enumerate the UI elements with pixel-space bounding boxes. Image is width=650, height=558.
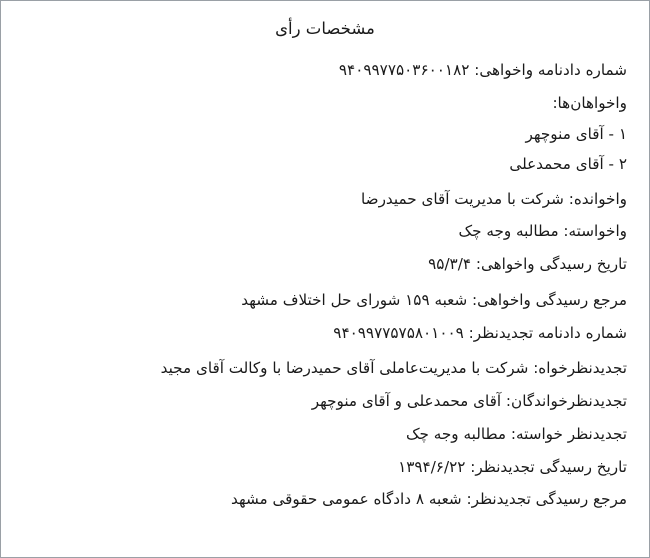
field-appellees: تجدیدنظرخواندگان: آقای محمدعلی و آقای منوچهر <box>311 392 627 411</box>
field-petition-number: شماره دادنامه واخواهی: ۹۴۰۹۹۷۷۵۰۳۶۰۰۱۸۲ <box>338 61 627 80</box>
field-claim: واخواسته: مطالبه وجه چک <box>458 222 627 241</box>
document-body <box>23 55 627 517</box>
field-appeal-authority: مرجع رسیدگی تجدیدنظر: شعبه ۸ دادگاه عمومی حقوقی مشهد <box>231 490 627 509</box>
field-hearing-authority: مرجع رسیدگی واخواهی: شعبه ۱۵۹ شورای حل اختلاف مشهد <box>241 290 627 309</box>
field-appeal-claim: تجدیدنظر خواسته: مطالبه وجه چک <box>405 424 627 443</box>
field-appeal-number: شماره دادنامه تجدیدنظر: ۹۴۰۹۹۷۷۵۷۵۸۰۱۰۰۹ <box>333 323 627 342</box>
field-appellant: تجدیدنظرخواه: شرکت با مدیریت‌عاملی آقای حمیدرضا با وکالت آقای مجید <box>160 359 627 378</box>
list-item-plaintiff-1: ۱ - آقای منوچهر <box>525 125 627 144</box>
page-title: مشخصات رأی <box>275 19 375 38</box>
field-defendant: واخوانده: شرکت با مدیریت آقای حمیدرضا <box>361 189 627 208</box>
field-plaintiffs-label: واخواهان‌ها: <box>552 94 627 113</box>
list-item-plaintiff-2: ۲ - آقای محمدعلی <box>509 155 627 174</box>
field-appeal-hearing-date: تاریخ رسیدگی تجدیدنظر: ۱۳۹۴/۶/۲۲ <box>398 457 627 476</box>
field-hearing-date: تاریخ رسیدگی واخواهی: ۹۵/۳/۴ <box>428 255 627 274</box>
